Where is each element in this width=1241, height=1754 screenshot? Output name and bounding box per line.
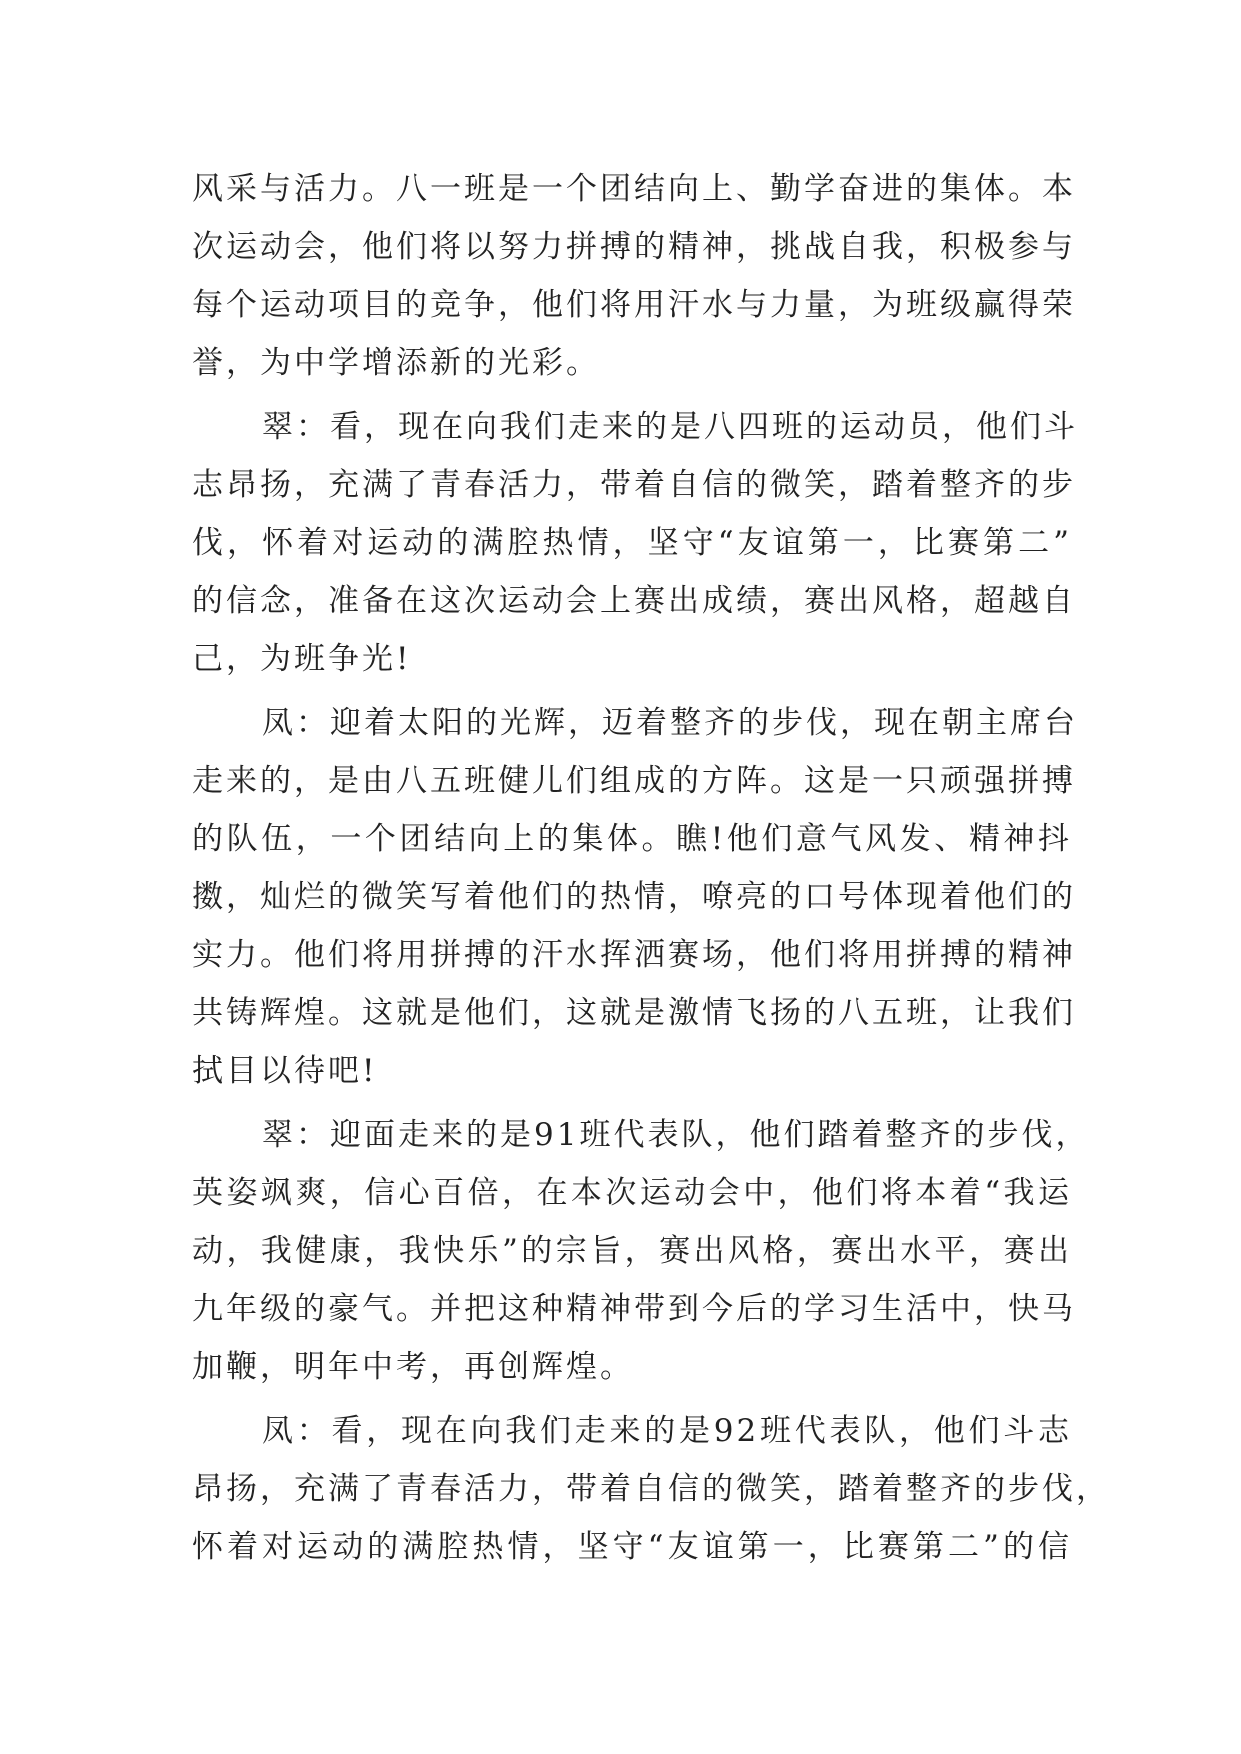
paragraph-line: 志昂扬，充满了青春活力，带着自信的微笑，踏着整齐的步 <box>192 467 1076 503</box>
paragraph-line: 凤：迎着太阳的光辉，迈着整齐的步伐，现在朝主席台 <box>262 705 1078 741</box>
paragraph-line: 每个运动项目的竞争，他们将用汗水与力量，为班级赢得荣 <box>192 287 1076 323</box>
paragraph-line: 动，我健康，我快乐”的宗旨，赛出风格，赛出水平，赛出 <box>192 1233 1072 1269</box>
paragraph-line: 凤：看，现在向我们走来的是92班代表队，他们斗志 <box>262 1413 1072 1449</box>
paragraph-5 <box>192 1402 1110 1576</box>
paragraph-2 <box>192 398 1078 688</box>
paragraph-line: 昂扬，充满了青春活力，带着自信的微笑，踏着整齐的步伐， <box>192 1471 1110 1507</box>
paragraph-1 <box>192 160 1076 392</box>
paragraph-line: 次运动会，他们将以努力拼搏的精神，挑战自我，积极参与 <box>192 229 1076 265</box>
document-body <box>192 160 1110 1576</box>
paragraph-line: 英姿飒爽，信心百倍，在本次运动会中，他们将本着“我运 <box>192 1175 1072 1211</box>
paragraph-line: 拭目以待吧! <box>192 1053 378 1089</box>
paragraph-line: 走来的，是由八五班健儿们组成的方阵。这是一只顽强拼搏 <box>192 763 1076 799</box>
paragraph-line: 加鞭，明年中考，再创辉煌。 <box>192 1349 634 1385</box>
paragraph-line: 翠：看，现在向我们走来的是八四班的运动员，他们斗 <box>262 409 1078 445</box>
paragraph-line: 擞，灿烂的微笑写着他们的热情，嘹亮的口号体现着他们的 <box>192 879 1076 915</box>
paragraph-4 <box>192 1106 1090 1396</box>
paragraph-line: 誉，为中学增添新的光彩。 <box>192 345 600 381</box>
paragraph-3 <box>192 694 1078 1100</box>
paragraph-line: 九年级的豪气。并把这种精神带到今后的学习生活中，快马 <box>192 1291 1076 1327</box>
paragraph-line: 风采与活力。八一班是一个团结向上、勤学奋进的集体。本 <box>192 171 1076 207</box>
paragraph-line: 己，为班争光! <box>192 641 412 677</box>
paragraph-line: 怀着对运动的满腔热情，坚守“友谊第一，比赛第二”的信 <box>192 1529 1072 1565</box>
paragraph-line: 伐，怀着对运动的满腔热情，坚守“友谊第一，比赛第二” <box>192 525 1072 561</box>
paragraph-line: 的信念，准备在这次运动会上赛出成绩，赛出风格，超越自 <box>192 583 1076 619</box>
paragraph-line: 的队伍，一个团结向上的集体。瞧!他们意气风发、精神抖 <box>192 821 1072 857</box>
paragraph-line: 实力。他们将用拼搏的汗水挥洒赛场，他们将用拼搏的精神 <box>192 937 1076 973</box>
paragraph-line: 翠：迎面走来的是91班代表队，他们踏着整齐的步伐， <box>262 1117 1090 1153</box>
paragraph-line: 共铸辉煌。这就是他们，这就是激情飞扬的八五班，让我们 <box>192 995 1076 1031</box>
